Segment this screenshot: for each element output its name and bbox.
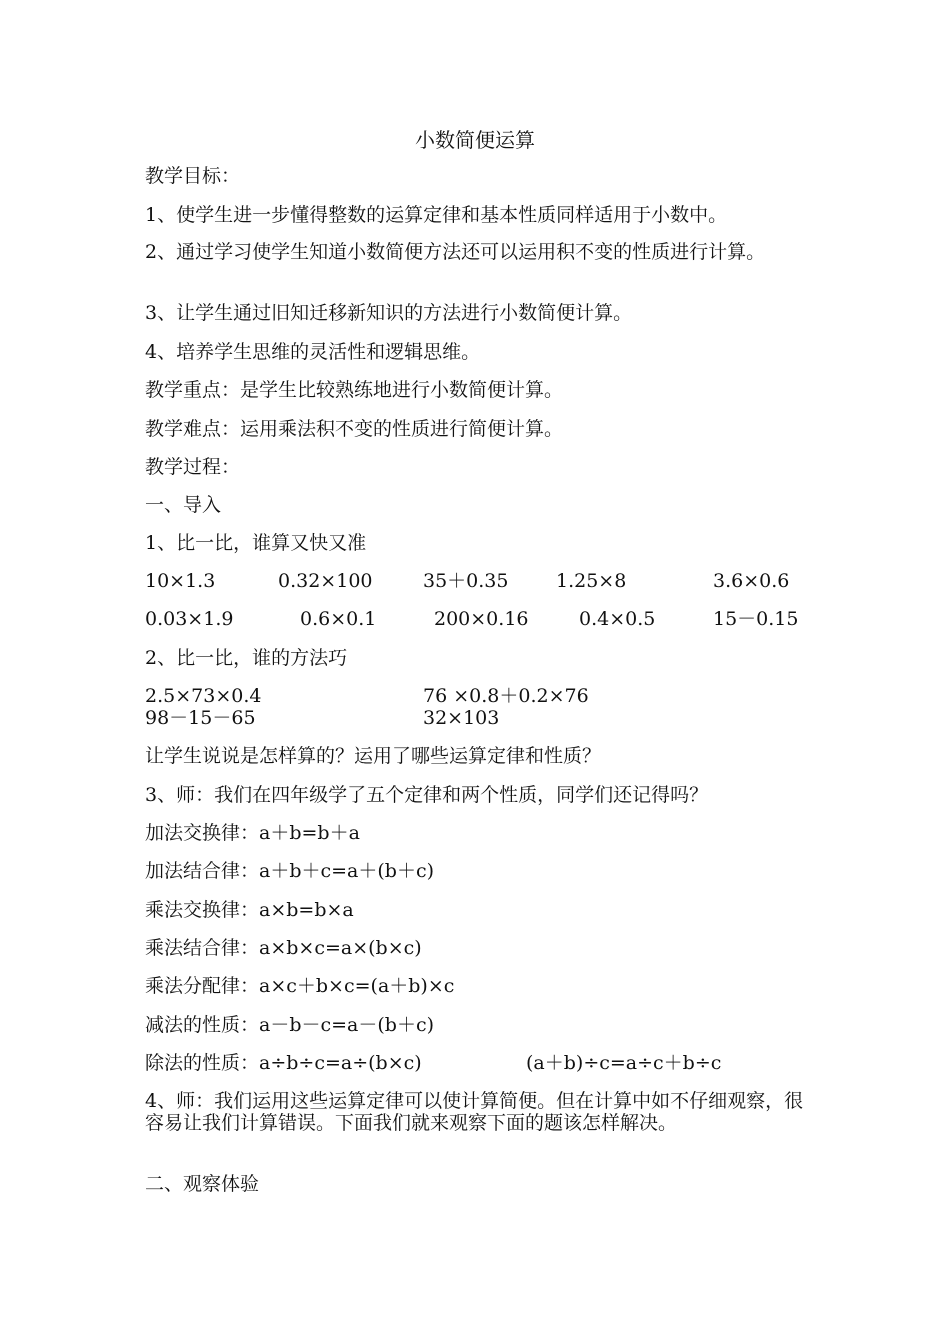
law-line: 加法结合律：a＋b＋c=a＋(b＋c) <box>145 860 435 882</box>
discussion-prompt: 让学生说说是怎样算的？运用了哪些运算定律和性质？ <box>145 745 602 767</box>
exercise-cell: 1.25×8 <box>556 570 627 592</box>
law-line: 除法的性质：a÷b÷c=a÷(b×c) <box>145 1052 422 1074</box>
section1-item3: 3、师：我们在四年级学了五个定律和两个性质，同学们还记得吗？ <box>145 784 709 806</box>
objective-1: 1、使学生进一步懂得整数的运算定律和基本性质同样适用于小数中。 <box>145 204 728 226</box>
exercise-cell: 0.4×0.5 <box>579 608 656 630</box>
exercise-cell: 0.03×1.9 <box>145 608 234 630</box>
objective-4: 4、培养学生思维的灵活性和逻辑思维。 <box>145 341 481 363</box>
law-line: 乘法分配律：a×c＋b×c=(a＋b)×c <box>145 975 455 997</box>
section1-item4: 4、师：我们运用这些运算定律可以使计算简便。但在计算中如不仔细观察，很容易让我们计算错误。下面我们就来观察下面的题该怎样解决。 <box>145 1090 804 1134</box>
process-heading: 教学过程： <box>145 456 241 478</box>
division-property-extra: (a＋b)÷c=a÷c＋b÷c <box>526 1052 722 1074</box>
method-exercise: 76 ×0.8＋0.2×76 <box>423 685 589 707</box>
method-exercise: 98－15－65 <box>145 707 256 729</box>
method-exercise: 32×103 <box>423 707 500 729</box>
exercise-cell: 15－0.15 <box>713 608 799 630</box>
exercise-cell: 3.6×0.6 <box>713 570 790 592</box>
law-line: 加法交换律：a＋b=b＋a <box>145 822 360 844</box>
objective-3: 3、让学生通过旧知迁移新知识的方法进行小数简便计算。 <box>145 302 633 324</box>
objective-2: 2、通过学习使学生知道小数简便方法还可以运用积不变的性质进行计算。 <box>145 241 766 263</box>
exercise-cell: 10×1.3 <box>145 570 216 592</box>
law-line: 减法的性质：a－b－c=a－(b＋c) <box>145 1014 435 1036</box>
section1-heading: 一、导入 <box>145 494 222 516</box>
law-line: 乘法结合律：a×b×c=a×(b×c) <box>145 937 422 959</box>
exercise-cell: 0.32×100 <box>278 570 373 592</box>
section1-item1: 1、比一比，谁算又快又准 <box>145 532 367 554</box>
section1-item2: 2、比一比，谁的方法巧 <box>145 647 348 669</box>
document-title: 小数简便运算 <box>415 128 535 152</box>
section2-heading: 二、观察体验 <box>145 1173 260 1195</box>
key-point: 教学重点：是学生比较熟练地进行小数简便计算。 <box>145 379 564 401</box>
method-exercise: 2.5×73×0.4 <box>145 685 262 707</box>
exercise-cell: 35＋0.35 <box>423 570 509 592</box>
exercise-cell: 0.6×0.1 <box>300 608 377 630</box>
law-line: 乘法交换律：a×b=b×a <box>145 899 354 921</box>
objectives-heading: 教学目标： <box>145 165 241 187</box>
exercise-cell: 200×0.16 <box>434 608 529 630</box>
difficult-point: 教学难点：运用乘法积不变的性质进行简便计算。 <box>145 418 564 440</box>
